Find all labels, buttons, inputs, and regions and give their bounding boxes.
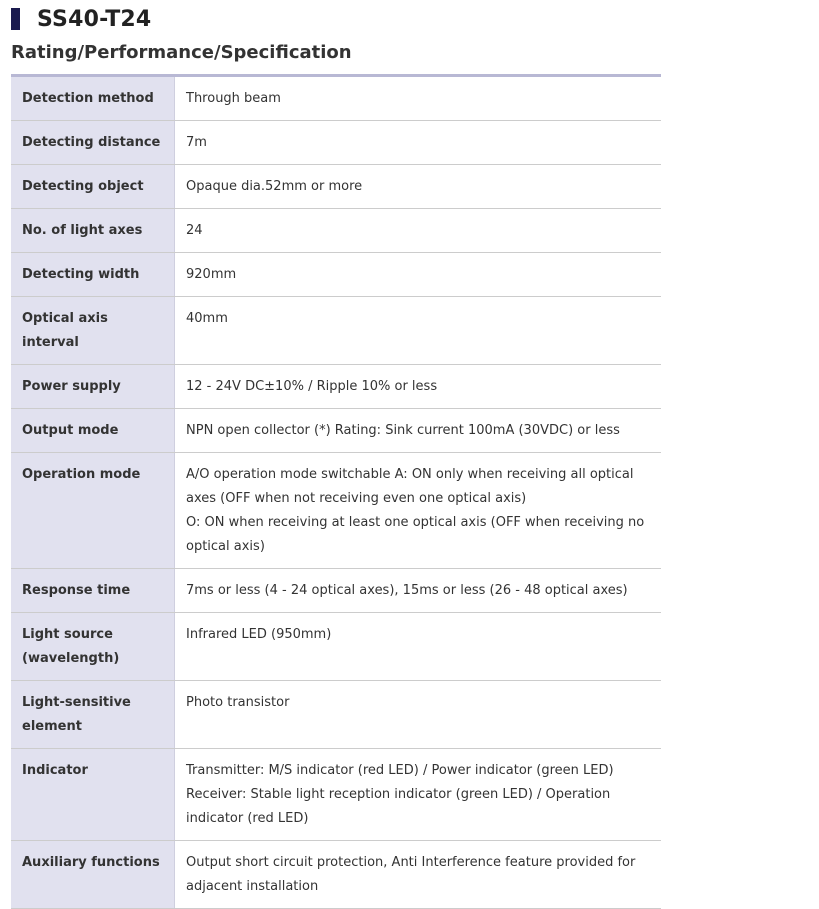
- spec-row: [11, 841, 661, 909]
- spec-value-line: Output short circuit protection, Anti Interference feature provided for adjacent installation: [186, 855, 636, 894]
- spec-label: Detecting distance: [11, 121, 175, 165]
- spec-value: [175, 209, 662, 253]
- spec-value-line: NPN open collector (*) Rating: Sink current 100mA (30VDC) or less: [186, 423, 620, 438]
- spec-value-line: 920mm: [186, 267, 237, 282]
- spec-value-line: Through beam: [186, 91, 281, 106]
- spec-row: [11, 681, 661, 749]
- spec-value-line: 12 - 24V DC±10% / Ripple 10% or less: [186, 379, 438, 394]
- product-heading: [11, 4, 151, 34]
- spec-row: [11, 76, 661, 121]
- spec-value-line: Receiver: Stable light reception indicator (green LED) / Operation indicator (red LED): [186, 787, 611, 826]
- spec-value: [175, 681, 662, 749]
- spec-value-line: Infrared LED (950mm): [186, 627, 332, 642]
- spec-value-line: 24: [186, 223, 203, 238]
- spec-row: [11, 613, 661, 681]
- spec-label: Power supply: [11, 365, 175, 409]
- spec-row: [11, 365, 661, 409]
- spec-value-line: 7m: [186, 135, 207, 150]
- spec-label: No. of light axes: [11, 209, 175, 253]
- spec-label: Detection method: [11, 76, 175, 121]
- spec-value: [175, 297, 662, 365]
- spec-value: [175, 165, 662, 209]
- spec-row: [11, 121, 661, 165]
- spec-row: [11, 297, 661, 365]
- spec-value: [175, 76, 662, 121]
- spec-label: Detecting object: [11, 165, 175, 209]
- spec-label: Indicator: [11, 749, 175, 841]
- spec-value-line: Transmitter: M/S indicator (red LED) / Power indicator (green LED): [186, 763, 614, 778]
- spec-label: Light source (wavelength): [11, 613, 175, 681]
- spec-value: [175, 409, 662, 453]
- spec-label: Output mode: [11, 409, 175, 453]
- spec-row: [11, 749, 661, 841]
- spec-label: Response time: [11, 569, 175, 613]
- spec-row: [11, 165, 661, 209]
- spec-value: [175, 253, 662, 297]
- spec-value-line: O: ON when receiving at least one optical axis (OFF when receiving no optical axis): [186, 515, 645, 554]
- title-accent-bar: [11, 8, 20, 30]
- spec-row: [11, 409, 661, 453]
- spec-value-line: A/O operation mode switchable A: ON only when receiving all optical axes (OFF when not receiving even one optical axis): [186, 467, 634, 506]
- spec-row: [11, 453, 661, 569]
- spec-label: Operation mode: [11, 453, 175, 569]
- spec-row: [11, 209, 661, 253]
- spec-value-line: Opaque dia.52mm or more: [186, 179, 363, 194]
- spec-value: [175, 121, 662, 165]
- spec-label: Detecting width: [11, 253, 175, 297]
- spec-value: [175, 453, 662, 569]
- spec-value: [175, 569, 662, 613]
- spec-row: [11, 253, 661, 297]
- spec-value-line: 7ms or less (4 - 24 optical axes), 15ms or less (26 - 48 optical axes): [186, 583, 628, 598]
- spec-value: [175, 749, 662, 841]
- spec-value: [175, 365, 662, 409]
- spec-value: [175, 613, 662, 681]
- spec-label: Auxiliary functions: [11, 841, 175, 909]
- spec-label: Light-sensitive element: [11, 681, 175, 749]
- spec-row: [11, 569, 661, 613]
- page-title: SS40-T24: [37, 6, 152, 32]
- spec-label: Optical axis interval: [11, 297, 175, 365]
- spec-value-line: 40mm: [186, 311, 228, 326]
- spec-table: [11, 74, 661, 909]
- spec-value-line: Photo transistor: [186, 695, 290, 710]
- spec-table-body: [11, 76, 661, 909]
- section-subtitle: Rating/Performance/Specification: [11, 42, 352, 63]
- spec-value: [175, 841, 662, 909]
